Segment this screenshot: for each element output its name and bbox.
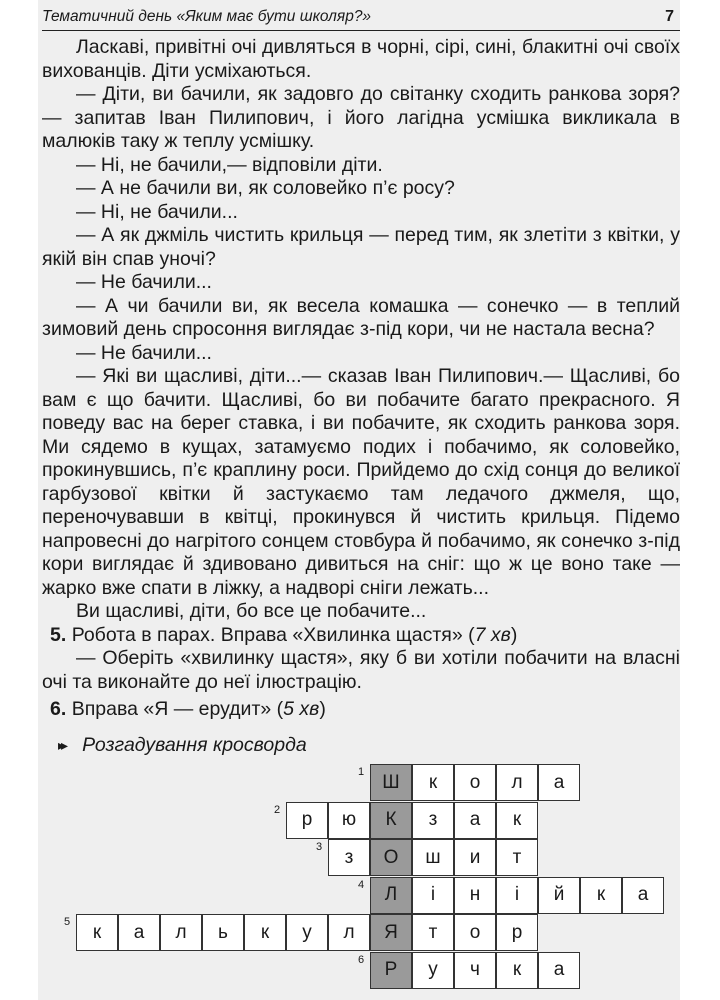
crossword-key-cell[interactable]: О [370, 839, 412, 876]
subheading-text: Розгадування кросворда [82, 733, 307, 756]
crossword-subheading [42, 734, 680, 758]
crossword-key-cell[interactable]: К [370, 802, 412, 839]
paragraph: Ласкаві, привітні очі дивляться в чорні, сірі, сині, блакитні очі своїх вихованців. Діти усміхаються. [42, 36, 680, 82]
task-6-text: Вправа «Я — ерудит» ( [71, 698, 284, 720]
clue-number: 1 [358, 766, 365, 778]
task-5-minutes: 7 хв [474, 623, 511, 646]
crossword-cell[interactable]: р [496, 914, 538, 951]
crossword-cell[interactable]: к [580, 877, 622, 914]
crossword-cell[interactable]: н [454, 877, 496, 914]
crossword-cell[interactable]: і [412, 877, 454, 914]
crossword-cell[interactable]: к [496, 802, 538, 839]
crossword-cell[interactable]: ч [454, 952, 496, 989]
task-6-close: ) [319, 698, 326, 720]
clue-number: 6 [358, 953, 365, 966]
task-5-instruction: — Оберіть «хвилинку щастя», яку б ви хотіли побачити на власні очі та виконайте до неї ілюстрацію. [42, 647, 680, 693]
crossword-key-cell[interactable]: Л [370, 877, 412, 914]
crossword-cell[interactable]: к [412, 764, 454, 801]
crossword-cell[interactable]: з [328, 839, 370, 876]
crossword-cell[interactable]: а [118, 914, 160, 951]
crossword-cell[interactable]: к [244, 914, 286, 951]
clue-number: 2 [274, 803, 281, 816]
task-5-text: Робота в парах. Вправа «Хвилинка щастя» ( [71, 623, 475, 646]
clue-number: 5 [64, 916, 71, 928]
crossword-cell[interactable]: о [454, 914, 496, 951]
crossword-cell[interactable]: л [160, 914, 202, 951]
running-header [42, 4, 680, 31]
crossword-key-cell[interactable]: Ш [370, 764, 412, 801]
crossword-cell[interactable]: л [496, 764, 538, 801]
task-6-heading [42, 698, 680, 722]
paragraph: — Які ви щасливі, діти...— сказав Іван Пилипович.— Щасливі, бо вам є що бачити. Щасливі, бо ви побачите багато прекрасного. Я поведу вас на берег ставка, і ви побачите, як сходить ранкова зоря. Ми сядемо в кущах, затамуємо подих і побачимо, як соловейко, прокинувшись, п’є краплину роси. Прийдемо до схід сонця до великої гарбузової квітки й застукаємо там ледачого джмеля, що, переночувавши в квітці, прокинувся й чистить крильця. Підемо напровесні до нагрітого сонцем стовбура й побачимо, як сонечко з-під кори виглядає й здивовано дивиться на сніг: що ж це воно таке — жарко вже спати в ліжку, а надворі сніги лежать... [42, 365, 680, 599]
crossword-cell[interactable]: ш [412, 839, 454, 876]
crossword-key-cell[interactable]: Я [370, 914, 412, 951]
clue-number: 4 [358, 878, 365, 891]
crossword-cell[interactable]: т [496, 839, 538, 876]
crossword-cell[interactable]: ь [202, 914, 244, 951]
paragraph: — А не бачили ви, як соловейко п’є росу? [76, 177, 455, 199]
paragraph: — Діти, ви бачили, як задовго до світанку сходить ранкова зоря? — запитав Іван Пилипович, і його лагідна усмішка викликала в малюків таку ж теплу усмішку. [42, 83, 680, 152]
task-6-minutes: 5 хв [283, 698, 320, 720]
crossword-cell[interactable]: к [76, 914, 118, 951]
task-5-close: ) [510, 623, 518, 646]
crossword-cell[interactable]: а [538, 952, 580, 989]
page-number: 7 [665, 8, 674, 25]
paragraph: — А чи бачили ви, як весела комашка — сонечко — в теплий зимовий день спросоння виглядає з-під кори, чи не настала весна? [42, 294, 680, 340]
task-5-heading [42, 624, 680, 648]
header-title: Тематичний день «Яким має бути школяр?» [42, 8, 372, 25]
paragraph: — Не бачили... [76, 271, 212, 293]
paragraph: — Не бачили... [76, 341, 212, 364]
crossword-cell[interactable]: а [622, 877, 664, 914]
crossword-cell[interactable]: у [286, 914, 328, 951]
task-6-number: 6. [50, 698, 67, 720]
crossword-cell[interactable]: з [412, 802, 454, 839]
crossword-key-cell[interactable]: Р [370, 952, 412, 989]
crossword-cell[interactable]: у [412, 952, 454, 989]
crossword-cell[interactable]: л [328, 914, 370, 951]
clue-number: 3 [316, 841, 323, 853]
crossword-cell[interactable]: і [496, 877, 538, 914]
crossword-cell[interactable]: ю [328, 802, 370, 839]
crossword-cell[interactable]: а [454, 802, 496, 839]
paragraph: — Ні, не бачили,— відповіли діти. [76, 153, 383, 176]
paragraph: — Ні, не бачили... [76, 200, 238, 223]
crossword-cell[interactable]: и [454, 839, 496, 876]
task-5-number: 5. [50, 623, 67, 646]
paragraph: Ви щасливі, діти, бо все це побачите... [76, 600, 427, 622]
crossword-cell[interactable]: й [538, 877, 580, 914]
double-arrow-icon: ▸▸ [58, 736, 65, 753]
crossword-cell[interactable]: о [454, 764, 496, 801]
crossword-cell[interactable]: а [538, 764, 580, 801]
crossword-cell[interactable]: р [286, 802, 328, 839]
crossword-cell[interactable]: к [496, 952, 538, 989]
text-body [42, 36, 680, 757]
paragraph: — А як джміль чистить крильця — перед тим, як злетіти з квітки, у якій він спав уночі? [42, 224, 680, 270]
crossword-cell[interactable]: т [412, 914, 454, 951]
